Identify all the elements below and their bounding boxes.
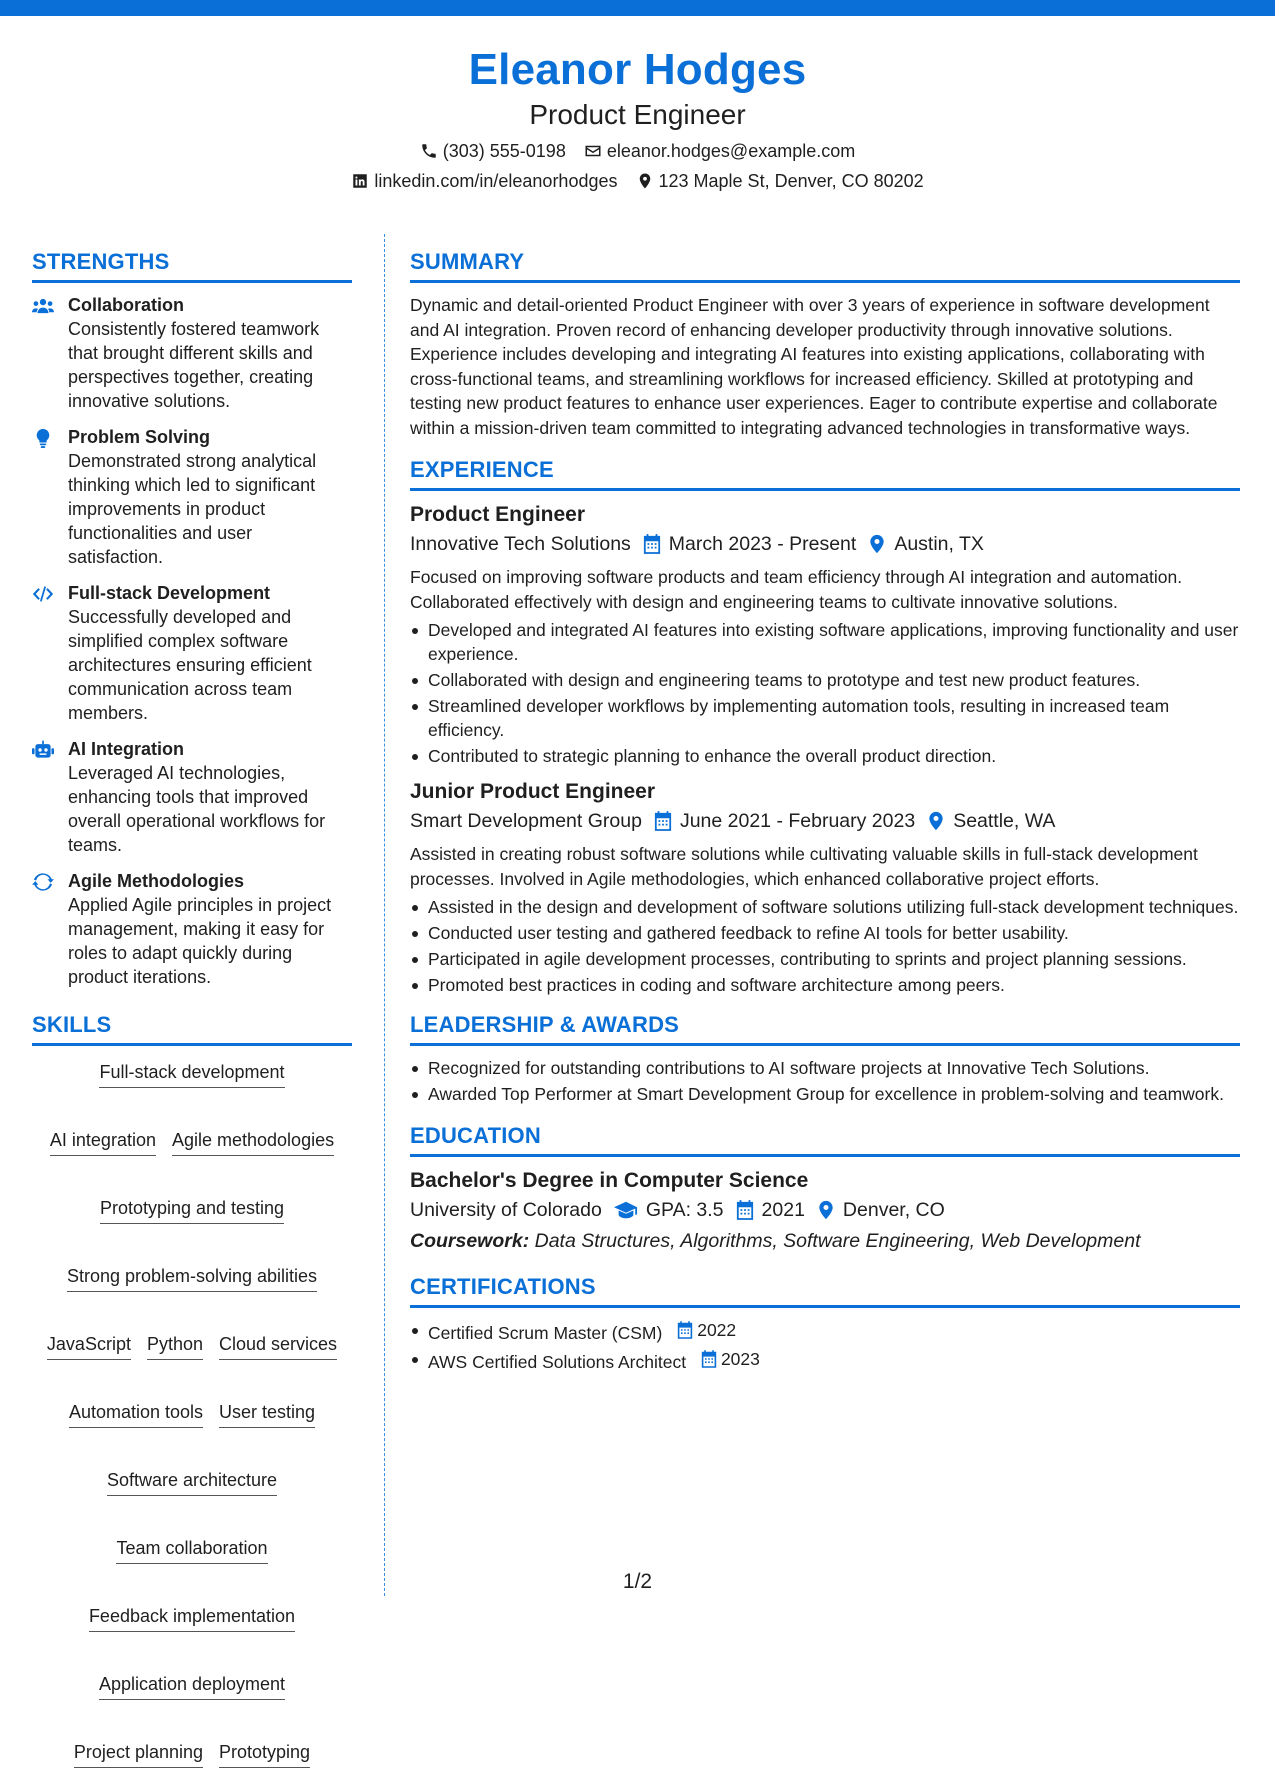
map-pin-icon <box>817 1200 835 1220</box>
strength-item <box>32 737 352 857</box>
phone-contact <box>420 138 566 164</box>
left-column <box>32 248 352 1768</box>
skill-tag: Strong problem-solving abilities <box>67 1264 317 1292</box>
skill-tag: Software architecture <box>107 1468 277 1496</box>
list-item: Streamlined developer workflows by implementing automation tools, resulting in increased team efficiency. <box>410 694 1240 742</box>
calendar-icon <box>701 1350 717 1368</box>
job-company: Smart Development Group <box>410 810 642 832</box>
education-meta <box>410 1195 1240 1225</box>
skill-tag: Prototyping <box>219 1740 310 1768</box>
skill-tag: Cloud services <box>219 1332 337 1360</box>
summary-text: Dynamic and detail-oriented Product Engineer with over 3 years of experience in software development and AI integration. Proven record of enhancing developer productivity through innovative solutions. Experience includes developing and integrating AI features into existing applications, collaborating with cross-functional teams, and streamlining workflows for increased efficiency. Skilled at prototyping and testing new product features to enhance user experiences. Eager to contribute expertise and collaborate within a mission-driven team committed to integrating advanced technologies in transformative ways. <box>410 295 1218 438</box>
strength-description: Consistently fostered teamwork that brought different skills and perspectives together, creating innovative solutions. <box>68 319 320 411</box>
job-title: Product Engineer <box>410 503 586 526</box>
sync-icon <box>32 872 54 892</box>
strength-item <box>32 581 352 725</box>
school-name: University of Colorado <box>410 1199 602 1221</box>
list-item <box>410 1318 1240 1345</box>
column-divider <box>384 234 385 1596</box>
map-pin-icon <box>927 811 945 831</box>
job-description: Assisted in creating robust software solutions while cultivating valuable skills in full-stack development processes. Involved in Agile methodologies, which enhanced collaborative project efforts. <box>410 844 1198 889</box>
skill-tag: Application deployment <box>99 1672 285 1700</box>
strength-title: Agile Methodologies <box>68 871 245 891</box>
map-pin-icon <box>868 534 886 554</box>
list-item <box>410 1347 1240 1374</box>
skill-tag: Automation tools <box>69 1400 203 1428</box>
candidate-title: Product Engineer <box>529 99 746 130</box>
strength-title: Collaboration <box>68 295 184 315</box>
skill-tag: Team collaboration <box>116 1536 267 1564</box>
cert-name: AWS Certified Solutions Architect <box>428 1352 687 1372</box>
cert-name: Certified Scrum Master (CSM) <box>428 1323 663 1343</box>
education-heading: EDUCATION <box>410 1122 1240 1157</box>
coursework-list: Data Structures, Algorithms, Software Engineering, Web Development <box>534 1230 1141 1252</box>
map-pin-icon <box>636 172 654 190</box>
right-column <box>410 248 1240 1384</box>
strength-description: Successfully developed and simplified complex software architectures ensuring efficient communication across team members. <box>68 607 312 723</box>
skill-tag: Python <box>147 1332 203 1360</box>
job-location: Seattle, WA <box>927 806 1055 836</box>
skill-tag: AI integration <box>50 1128 156 1156</box>
list-item: Contributed to strategic planning to enhance the overall product direction. <box>410 744 1240 768</box>
job-bullets <box>410 618 1240 768</box>
certifications-heading: CERTIFICATIONS <box>410 1273 1240 1308</box>
list-item: Awarded Top Performer at Smart Development Group for excellence in problem-solving and teamwork. <box>410 1082 1240 1106</box>
job-bullets <box>410 895 1240 997</box>
job-dates: March 2023 - Present <box>643 529 857 559</box>
school-location: Denver, CO <box>817 1195 945 1225</box>
list-item: Promoted best practices in coding and software architecture among peers. <box>410 973 1240 997</box>
calendar-icon <box>677 1321 693 1339</box>
phone-icon <box>420 142 438 160</box>
contact-row-2 <box>0 168 1275 194</box>
address-text: 123 Maple St, Denver, CO 80202 <box>658 171 924 191</box>
email-text: eleanor.hodges@example.com <box>606 141 856 161</box>
lightbulb-icon <box>32 428 54 448</box>
leadership-heading: LEADERSHIP & AWARDS <box>410 1011 1240 1046</box>
cert-date: 2023 <box>701 1347 760 1371</box>
robot-icon <box>32 740 54 760</box>
skill-tag: Full-stack development <box>99 1060 284 1088</box>
candidate-name: Eleanor Hodges <box>468 45 807 94</box>
coursework <box>410 1227 1240 1255</box>
job-entry <box>410 778 1240 997</box>
email-contact[interactable] <box>584 138 855 164</box>
contact-row-1 <box>0 138 1275 164</box>
summary-heading: SUMMARY <box>410 248 1240 283</box>
graduation-cap-icon <box>614 1200 638 1220</box>
job-entry <box>410 501 1240 768</box>
linkedin-text: linkedin.com/in/eleanorhodges <box>374 171 618 191</box>
list-item: Participated in agile development processes, contributing to sprints and project planning sessions. <box>410 947 1240 971</box>
coursework-label: Coursework: <box>410 1230 530 1252</box>
code-icon <box>32 584 54 604</box>
calendar-icon <box>643 534 661 554</box>
resume-header <box>0 44 1275 194</box>
job-company: Innovative Tech Solutions <box>410 533 631 555</box>
linkedin-contact[interactable] <box>351 168 617 194</box>
list-item: Conducted user testing and gathered feedback to refine AI tools for better usability. <box>410 921 1240 945</box>
job-meta <box>410 806 1240 836</box>
strength-title: AI Integration <box>68 739 184 759</box>
list-item: Collaborated with design and engineering teams to prototype and test new product features. <box>410 668 1240 692</box>
top-accent-bar <box>0 0 1275 16</box>
job-location: Austin, TX <box>868 529 984 559</box>
phone-text: (303) 555-0198 <box>442 141 566 161</box>
list-item: Developed and integrated AI features into existing software applications, improving functionality and user experience. <box>410 618 1240 666</box>
gpa: GPA: 3.5 <box>614 1195 724 1225</box>
skill-tag: Feedback implementation <box>89 1604 295 1632</box>
skill-tag: JavaScript <box>47 1332 131 1360</box>
strength-item <box>32 869 352 989</box>
calendar-icon <box>736 1200 754 1220</box>
graduation-year: 2021 <box>736 1195 805 1225</box>
job-dates: June 2021 - February 2023 <box>654 806 915 836</box>
strength-description: Demonstrated strong analytical thinking which led to significant improvements in product functionalities and user satisfaction. <box>68 451 317 567</box>
skill-tag: Project planning <box>74 1740 203 1768</box>
strengths-heading: STRENGTHS <box>32 248 352 283</box>
strength-description: Applied Agile principles in project management, making it easy for roles to adapt quickly during product iterations. <box>68 895 332 987</box>
strength-description: Leveraged AI technologies, enhancing tools that improved overall operational workflows for teams. <box>68 763 326 855</box>
strength-title: Problem Solving <box>68 427 211 447</box>
list-item: Assisted in the design and development of software solutions utilizing full-stack development techniques. <box>410 895 1240 919</box>
users-icon <box>32 296 54 316</box>
address-contact <box>636 168 924 194</box>
job-title: Junior Product Engineer <box>410 780 656 803</box>
strength-item <box>32 425 352 569</box>
strength-title: Full-stack Development <box>68 583 271 603</box>
skill-tag: User testing <box>219 1400 315 1428</box>
list-item: Recognized for outstanding contributions to AI software projects at Innovative Tech Solutions. <box>410 1056 1240 1080</box>
skill-tag: Agile methodologies <box>172 1128 334 1156</box>
education-entry <box>410 1167 1240 1255</box>
leadership-bullets <box>410 1056 1240 1106</box>
envelope-icon <box>584 142 602 160</box>
job-meta <box>410 529 1240 559</box>
certification-list <box>410 1318 1240 1374</box>
page-indicator: 1/2 <box>622 1570 653 1593</box>
strength-item <box>32 293 352 413</box>
linkedin-icon <box>351 172 369 190</box>
cert-date: 2022 <box>677 1318 736 1342</box>
skills-list <box>32 1056 352 1768</box>
calendar-icon <box>654 811 672 831</box>
skills-heading: SKILLS <box>32 1011 352 1046</box>
skill-tag: Prototyping and testing <box>100 1196 284 1224</box>
job-description: Focused on improving software products and team efficiency through AI integration and automation. Collaborated effectively with design and engineering teams to cultivate innovative solutions. <box>410 567 1183 612</box>
degree-title: Bachelor's Degree in Computer Science <box>410 1169 809 1192</box>
experience-heading: EXPERIENCE <box>410 456 1240 491</box>
